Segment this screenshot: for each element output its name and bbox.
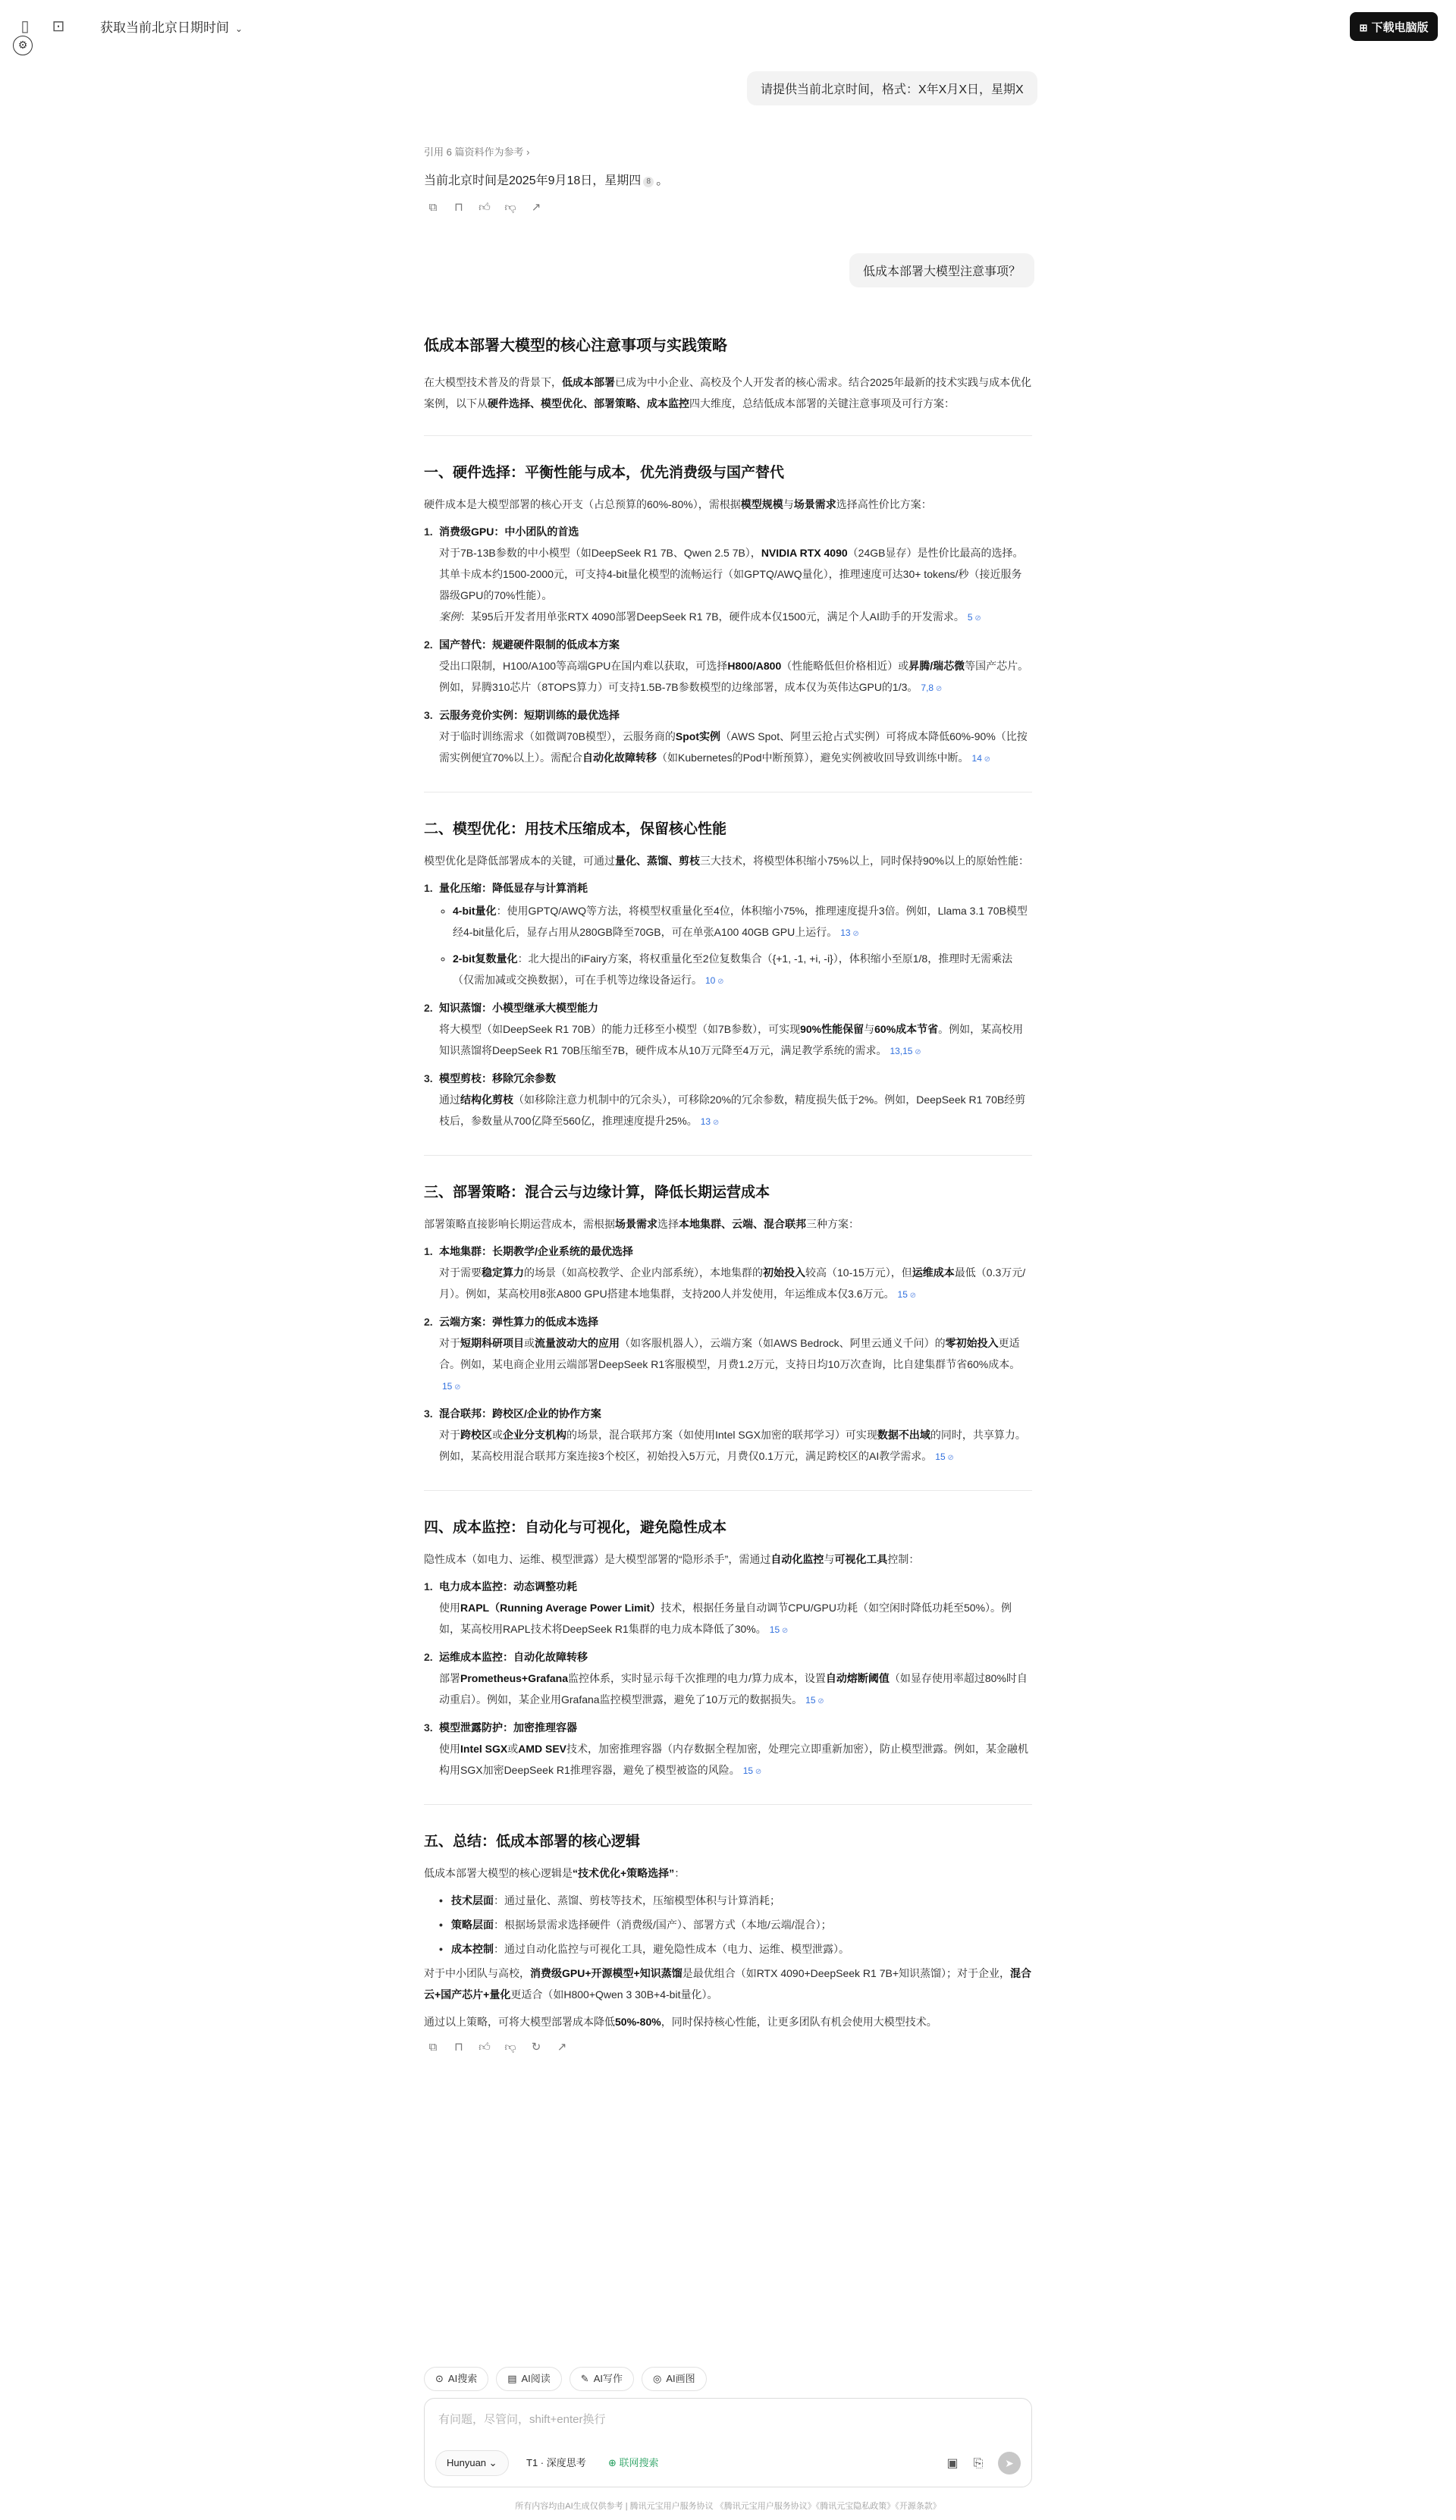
windows-icon: ⊞: [1359, 21, 1368, 33]
model-selector[interactable]: [435, 2450, 509, 2476]
summary-title: 五、总结：低成本部署的核心逻辑: [424, 1834, 641, 1850]
text-run: Prometheus+Grafana: [460, 1672, 568, 1684]
copy-icon[interactable]: ⧉: [428, 201, 438, 214]
footer-disclaimer: 所有内容均由AI生成仅供参考 | 腾讯元宝用户服务协议 《腾讯元宝用户服务协议》《腾讯元宝隐私政策》《开源条款》: [515, 2502, 941, 2511]
text-run: 。例如，某高校用知识蒸馏将DeepSeek R1 70B压缩至7B，硬件成本从10万元降至4万元，满足教学系统的需求。: [439, 1023, 1024, 1056]
answer-intro: [424, 372, 1032, 414]
message-actions-2: [424, 2038, 1032, 2057]
summary-paragraph-1: [424, 1963, 1032, 2005]
text-run: 昇腾/瑞芯微: [908, 660, 965, 672]
list-item-body: [439, 1018, 1032, 1063]
list-item: [424, 1068, 1032, 1134]
text-run: ：: [674, 1867, 686, 1879]
web-search-toggle[interactable]: [601, 2450, 667, 2476]
divider: [424, 435, 1032, 436]
text-run: 对于: [439, 1429, 460, 1441]
answer-title: 低成本部署大模型的核心注意事项与实践策略: [424, 337, 727, 354]
text-run: 硬件成本是大模型部署的核心开支（占总预算的60%-80%），需根据: [424, 498, 741, 510]
text-run: ：北大提出的iFairy方案，将权重量化至2位复数集合（{+1, -1, +i, -i}），体积缩小至原1/8，推理时无需乘法（仅需加减或交换数据），可在手机等边缘设备运行。: [453, 952, 1013, 986]
text-run: （如Kubernetes的Pod中断预算），避免实例被收回导致训练中断。: [657, 752, 969, 764]
list-item-example: [439, 606, 1032, 629]
text-run: 受出口限制，H100/A100等高端GPU在国内难以获取，可选择: [439, 660, 728, 672]
text-run: 可视化工具: [834, 1553, 888, 1565]
text-run: 在大模型技术普及的背景下，: [424, 376, 562, 388]
list-item-heading: 量化压缩：降低显存与计算消耗: [439, 882, 588, 894]
share-icon[interactable]: ↗: [531, 201, 541, 214]
text-run: 低成本部署: [562, 376, 615, 388]
text-run: （性能略低但价格相近）或: [781, 660, 909, 672]
list-item-body: [439, 1424, 1032, 1469]
web-search-label: 联网搜索: [619, 2457, 659, 2468]
text-run: 最低（0.3万元/月）。例如，某高校用8张A800 GPU搭建本地集群，支持200人并发使用，年运维成本仅3.6万元。: [439, 1266, 1026, 1300]
text-run: 通过以上策略，可将大模型部署成本降低: [424, 2016, 615, 2028]
conversation-title[interactable]: [100, 17, 243, 36]
text-run: AMD SEV: [518, 1743, 567, 1755]
section-title: 四、成本监控：自动化与可视化，避免隐性成本: [424, 1520, 727, 1536]
list-item: [424, 1717, 1032, 1783]
section-list: [424, 1241, 1032, 1469]
list-number: 2.: [424, 1002, 433, 1014]
summary-item: [438, 1890, 1032, 1911]
text-run: Intel SGX: [460, 1743, 508, 1755]
citation-link[interactable]: 15 ⊘: [743, 1765, 762, 1776]
sub-list: [453, 900, 1032, 993]
tool-chip-label: AI阅读: [521, 2373, 551, 2384]
text-run: 是最优组合（如RTX 4090+DeepSeek R1 7B+知识蒸馏）；对于企业，: [682, 1967, 1011, 1979]
list-number: 2.: [424, 639, 433, 651]
citation-link[interactable]: 5 ⊘: [968, 612, 981, 623]
download-desktop-button[interactable]: [1350, 12, 1438, 41]
text-run: （AWS Spot、阿里云抢占式实例）可将成本降低60%-90%（比按需实例便宜70%以上）。需配合: [439, 730, 1028, 764]
thumbs-down-icon[interactable]: 👎︎: [504, 201, 516, 214]
ai-search-chip[interactable]: [424, 2367, 488, 2391]
text-run: ：某95后开发者用单张RTX 4090部署DeepSeek R1 7B，硬件成本仅1500元，满足个人AI助手的开发需求。: [460, 610, 965, 623]
text-run: 更适合。例如，某电商企业用云端部署DeepSeek R1客服模型，月费1.2万元，支持日均10万次查询，比自建集群节省60%成本。: [439, 1337, 1021, 1370]
text-run: 模型优化是降低部署成本的关键，可通过: [424, 855, 615, 867]
text-run: ，同时保持核心性能，让更多团队有机会使用大模型技术。: [661, 2016, 937, 2028]
text-run: 控制：: [887, 1553, 920, 1565]
text-run: H800/A800: [727, 660, 782, 672]
list-item-body: [439, 1332, 1032, 1398]
list-item-heading: 云端方案：弹性算力的低成本选择: [439, 1316, 598, 1328]
copy-icon[interactable]: ⧉: [428, 2041, 438, 2054]
list-item-heading: 云服务竞价实例：短期训练的最优选择: [439, 709, 620, 721]
text-run: 场景需求: [793, 498, 836, 510]
ai-read-chip[interactable]: [496, 2367, 562, 2391]
list-item: [424, 877, 1032, 993]
text-run: 自动熔断阈值: [825, 1672, 890, 1684]
text-run: RAPL（Running Average Power Limit）: [460, 1602, 661, 1614]
conversation-title-text: 获取当前北京日期时间: [100, 20, 229, 35]
ai-write-icon: ✎: [580, 2373, 589, 2384]
section-list: [424, 1576, 1032, 1783]
text-run: 策略层面: [451, 1919, 494, 1931]
assistant-answer: [424, 334, 1032, 2057]
message-input[interactable]: 有问题，尽管问，shift+enter换行: [438, 2413, 606, 2426]
text-run: 的场景，混合联邦方案（如使用Intel SGX加密的联邦学习）可实现: [566, 1429, 877, 1441]
list-item-body: [439, 726, 1032, 770]
chevron-down-icon: ⌄: [235, 24, 243, 34]
answer-sections: [424, 435, 1032, 1783]
divider: [424, 1155, 1032, 1156]
file-upload-icon[interactable]: ⎘: [973, 2457, 984, 2470]
text-run: （如显存使用率超过80%时自动重启）。例如，某企业用Grafana监控模型泄露，避免了10万元的数据损失。: [439, 1672, 1028, 1706]
tool-chip-label: AI搜索: [447, 2373, 478, 2384]
text-run: “技术优化+策略选择”: [573, 1867, 675, 1879]
tool-chip-label: AI画图: [666, 2373, 695, 2384]
text-run: 将大模型（如DeepSeek R1 70B）的能力迁移至小模型（如7B参数），可实现: [439, 1023, 801, 1035]
list-number: 1.: [424, 526, 433, 538]
text-run: 4-bit量化: [453, 905, 497, 917]
text-run: 初始投入: [763, 1266, 805, 1279]
list-item-body: [439, 1668, 1032, 1712]
citation-link[interactable]: 15 ⊘: [442, 1381, 461, 1392]
text-run: 案例: [439, 610, 460, 623]
summary-intro: [424, 1863, 1032, 1884]
text-run: 已成为中小企业、高校及个人开发者的核心需求。结合2025年最新的技术实践与成本优化案例，以下从: [424, 376, 1032, 410]
text-run: 三种方案：: [806, 1218, 859, 1230]
text-run: 跨校区: [460, 1429, 492, 1441]
list-number: 1.: [424, 1245, 433, 1257]
assistant-message-1-text: 当前北京时间是2025年9月18日，星期四: [424, 174, 642, 187]
text-run: 对于临时训练需求（如微调70B模型），云服务商的: [439, 730, 676, 742]
text-run: 三大技术，将模型体积缩小75%以上，同时保持90%以上的原始性能：: [700, 855, 1030, 867]
list-number: 3.: [424, 1721, 433, 1734]
text-run: 自动化监控: [770, 1553, 824, 1565]
list-number: 1.: [424, 1580, 433, 1593]
section-intro: [424, 1549, 1032, 1570]
citation-link[interactable]: 10 ⊘: [705, 975, 724, 986]
text-run: 选择高性价比方案：: [836, 498, 932, 510]
sub-list-item: [453, 948, 1032, 993]
tool-chips: [424, 2367, 707, 2391]
sidebar-toggle-icon[interactable]: ▯: [14, 15, 36, 38]
text-run: 与: [783, 498, 794, 510]
thumbs-up-icon[interactable]: 👍︎: [479, 2041, 491, 2054]
divider: [424, 1490, 1032, 1491]
send-icon[interactable]: ➤: [998, 2452, 1021, 2474]
ai-write-chip[interactable]: [570, 2367, 634, 2391]
citation-link[interactable]: 13 ⊘: [701, 1116, 720, 1127]
summary-paragraph-2: [424, 2011, 1032, 2032]
text-run: 短期科研项目: [460, 1337, 524, 1349]
text-run: 混合云+国产芯片+量化: [424, 1967, 1032, 2001]
text-run: 企业分支机构: [503, 1429, 566, 1441]
text-run: 使用: [439, 1602, 460, 1614]
text-run: 稳定算力: [482, 1266, 524, 1279]
list-number: 2.: [424, 1316, 433, 1328]
text-run: 硬件选择、模型优化、部署策略、成本监控: [488, 397, 689, 410]
list-item: [424, 1311, 1032, 1398]
text-run: 与: [824, 1553, 835, 1565]
text-run: 技术，根据任务量自动调节CPU/GPU功耗（如空闲时降低功耗至50%）。例如，某高校用RAPL技术将DeepSeek R1集群的电力成本降低了30%。: [439, 1602, 1012, 1635]
gear-icon[interactable]: ⚙: [13, 36, 33, 55]
text-run: ：通过自动化监控与可视化工具，避免隐性成本（电力、运维、模型泄露）。: [494, 1943, 849, 1955]
chevron-down-icon: ⌄: [488, 2457, 497, 2468]
list-number: 3.: [424, 1407, 433, 1420]
list-item-heading: 知识蒸馏：小模型继承大模型能力: [439, 1002, 598, 1014]
text-run: 技术，加密推理容器（内存数据全程加密，处理完立即重新加密），防止模型泄露。例如，某金融机构用SGX加密DeepSeek R1推理容器，避免了模型被盗的风险。: [439, 1743, 1029, 1776]
bookmark-icon[interactable]: ⊓: [454, 201, 463, 214]
text-run: 技术层面: [451, 1894, 494, 1906]
text-run: 四大维度，总结低成本部署的关键注意事项及可行方案：: [689, 397, 955, 410]
text-run: 2-bit复数量化: [453, 952, 518, 965]
message-actions-1: [424, 199, 545, 217]
section-title: 三、部署策略：混合云与边缘计算，降低长期运营成本: [424, 1185, 770, 1200]
text-run: （如客服机器人），云端方案（如AWS Bedrock、阿里云通义千问）的: [620, 1337, 946, 1349]
text-run: 90%性能保留: [800, 1023, 864, 1035]
text-run: （如移除注意力机制中的冗余头），可移除20%的冗余参数，精度损失低于2%。例如，DeepSeek R1 70B经剪枝后，参数量从700亿降至560亿，推理速度提升25%。: [439, 1094, 1026, 1127]
list-item: [424, 634, 1032, 700]
text-run: 对于: [439, 1337, 460, 1349]
citation-link[interactable]: 13 ⊘: [840, 927, 859, 938]
text-run: 较高（10-15万元），但: [805, 1266, 912, 1279]
text-run: 部署策略直接影响长期运营成本，需根据: [424, 1218, 615, 1230]
chevron-right-icon: ›: [526, 146, 530, 158]
text-run: 的同时，共享算力。例如，某高校用混合联邦方案连接3个校区，初始投入5万元，月费仅0.1万元，满足跨校区的AI教学需求。: [439, 1429, 1026, 1462]
list-item-body: [439, 1597, 1032, 1642]
list-item: [424, 1646, 1032, 1712]
list-item-heading: 本地集群：长期教学/企业系统的最优选择: [439, 1245, 633, 1257]
text-run: 更适合（如H800+Qwen 3 30B+4-bit量化）。: [510, 1988, 718, 2001]
text-run: 场景需求: [615, 1218, 657, 1230]
text-run: 60%成本节省: [874, 1023, 939, 1035]
text-run: 的场景（如高校教学、企业内部系统），本地集群的: [524, 1266, 763, 1279]
list-item: [424, 1576, 1032, 1642]
ai-draw-icon: ◎: [653, 2373, 662, 2384]
list-item-heading: 国产替代：规避硬件限制的低成本方案: [439, 639, 620, 651]
list-number: 3.: [424, 709, 433, 721]
ai-search-icon: ⊙: [435, 2373, 444, 2384]
citation-link[interactable]: 7,8 ⊘: [921, 683, 942, 693]
list-item-heading: 模型剪枝：移除冗余参数: [439, 1072, 556, 1084]
text-run: 使用: [439, 1743, 460, 1755]
list-item-heading: 消费级GPU：中小团队的首选: [439, 526, 579, 538]
user-message-1: 请提供当前北京时间，格式：X年X月X日，星期X: [747, 71, 1037, 105]
text-run: 自动化故障转移: [582, 752, 657, 764]
text-run: 本地集群、云端、混合联邦: [679, 1218, 806, 1230]
text-run: 通过: [439, 1094, 460, 1106]
citation-badge[interactable]: 8: [643, 177, 654, 187]
bookmark-icon[interactable]: ⊓: [454, 2041, 463, 2054]
text-run: 50%-80%: [615, 2016, 661, 2028]
list-number: 2.: [424, 1651, 433, 1663]
regenerate-icon[interactable]: ↻: [531, 2041, 541, 2054]
summary-list: [438, 1890, 1032, 1960]
new-chat-icon[interactable]: ⊡: [47, 15, 70, 38]
thumbs-down-icon[interactable]: 👎︎: [504, 2041, 516, 2054]
sub-list-item: [453, 900, 1032, 945]
text-run: ：使用GPTQ/AWQ等方法，将模型权重量化至4位，体积缩小75%，推理速度提升3倍。例如，Llama 3.1 70B模型经4-bit量化后，显存占用从280GB降至70GB，可在单张A100 40GB GPU上运行。: [453, 905, 1028, 938]
assistant-message-1: 当前北京时间是2025年9月18日，星期四 8 。: [424, 174, 669, 187]
text-run: 部署: [439, 1672, 460, 1684]
text-run: （24GB显存）是性价比最高的选择。其单卡成本约1500-2000元，可支持4-bit量化模型的流畅运行（如GPTQ/AWQ量化），推理速度可达30+ tokens/秒（接近服务器级GPU的70%性能）。: [439, 547, 1024, 601]
list-item: [424, 521, 1032, 629]
text-run: 低成本部署大模型的核心逻辑是: [424, 1867, 573, 1879]
section-title: 二、模型优化：用技术压缩成本，保留核心性能: [424, 821, 727, 837]
list-item: [424, 1241, 1032, 1307]
ai-draw-chip[interactable]: [642, 2367, 707, 2391]
text-run: ：通过量化、蒸馏、剪枝等技术，压缩模型体积与计算消耗；: [494, 1894, 780, 1906]
divider: [424, 1804, 1032, 1805]
share-icon[interactable]: ↗: [557, 2041, 567, 2054]
list-item-heading: 电力成本监控：动态调整功耗: [439, 1580, 577, 1593]
text-run: 零初始投入: [945, 1337, 999, 1349]
list-item-body: [439, 1089, 1032, 1134]
section-title: 一、硬件选择：平衡性能与成本，优先消费级与国产替代: [424, 465, 785, 481]
text-run: 流量波动大的应用: [535, 1337, 620, 1349]
section-list: [424, 877, 1032, 1134]
list-number: 3.: [424, 1072, 433, 1084]
list-item-heading: 混合联邦：跨校区/企业的协作方案: [439, 1407, 601, 1420]
text-run: 成本控制: [451, 1943, 494, 1955]
text-run: 消费级GPU+开源模型+知识蒸馏: [530, 1967, 682, 1979]
list-item: [424, 1403, 1032, 1469]
deep-think-toggle[interactable]: T1 · 深度思考: [526, 2457, 586, 2468]
top-bar: [0, 0, 1456, 53]
list-number: 1.: [424, 882, 433, 894]
text-run: 与: [864, 1023, 875, 1035]
text-run: 等国产芯片。例如，昇腾310芯片（8TOPS算力）可支持1.5B-7B参数模型的边缘部署，成本仅为英伟达GPU的1/3。: [439, 660, 1029, 693]
list-item-body: [439, 542, 1032, 606]
text-run: ：根据场景需求选择硬件（消费级/国产）、部署方式（本地/云端/混合）；: [494, 1919, 832, 1931]
summary-item: [438, 1914, 1032, 1935]
citation-link[interactable]: 15 ⊘: [805, 1695, 824, 1706]
globe-icon: ⊕: [608, 2457, 617, 2468]
composer[interactable]: [424, 2398, 1032, 2487]
text-run: 隐性成本（如电力、运维、模型泄露）是大模型部署的“隐形杀手”，需通过: [424, 1553, 771, 1565]
list-item-body: [439, 655, 1032, 700]
text-run: 对于7B-13B参数的中小模型（如DeepSeek R1 7B、Qwen 2.5 7B），: [439, 547, 761, 559]
references-label: 引用 6 篇资料作为参考: [424, 146, 524, 158]
list-item-body: [439, 1262, 1032, 1307]
text-run: Spot实例: [675, 730, 721, 742]
list-item-heading: 运维成本监控：自动化故障转移: [439, 1651, 588, 1663]
text-run: 数据不出域: [877, 1429, 930, 1441]
download-label: 下载电脑版: [1371, 20, 1429, 34]
ai-read-icon: ▤: [507, 2373, 517, 2384]
section-intro: [424, 1213, 1032, 1235]
list-item-body: [439, 1738, 1032, 1783]
citation-link[interactable]: 15 ⊘: [898, 1289, 917, 1300]
model-selector-label: Hunyuan: [447, 2457, 487, 2468]
text-run: 运维成本: [912, 1266, 955, 1279]
citation-link[interactable]: 15 ⊘: [770, 1624, 789, 1635]
list-item: [424, 997, 1032, 1063]
text-run: 对于需要: [439, 1266, 482, 1279]
text-run: 量化、蒸馏、剪枝: [615, 855, 700, 867]
text-run: 对于中小团队与高校，: [424, 1967, 530, 1979]
tool-chip-label: AI写作: [593, 2373, 623, 2384]
text-run: 结构化剪枝: [460, 1094, 513, 1106]
text-run: 或: [492, 1429, 503, 1441]
summary-item: [438, 1938, 1032, 1960]
user-message-2: 低成本部署大模型注意事项？: [849, 253, 1034, 287]
section-intro: [424, 850, 1032, 871]
text-run: 监控体系，实时显示每千次推理的电力/算力成本，设置: [568, 1672, 826, 1684]
citation-link[interactable]: 14 ⊘: [972, 753, 991, 764]
list-item: [424, 705, 1032, 770]
list-item-heading: 模型泄露防护：加密推理容器: [439, 1721, 577, 1734]
citation-link[interactable]: 15 ⊘: [935, 1451, 954, 1462]
text-run: 或: [507, 1743, 519, 1755]
section-list: [424, 521, 1032, 770]
text-run: NVIDIA RTX 4090: [761, 547, 848, 559]
thumbs-up-icon[interactable]: 👍︎: [479, 201, 491, 214]
image-upload-icon[interactable]: ▣: [946, 2457, 959, 2470]
section-intro: [424, 494, 1032, 515]
text-run: 选择: [657, 1218, 679, 1230]
citation-link[interactable]: 13,15 ⊘: [890, 1046, 921, 1056]
references-toggle[interactable]: [424, 144, 529, 158]
text-run: 模型规模: [740, 498, 783, 510]
text-run: 或: [524, 1337, 535, 1349]
